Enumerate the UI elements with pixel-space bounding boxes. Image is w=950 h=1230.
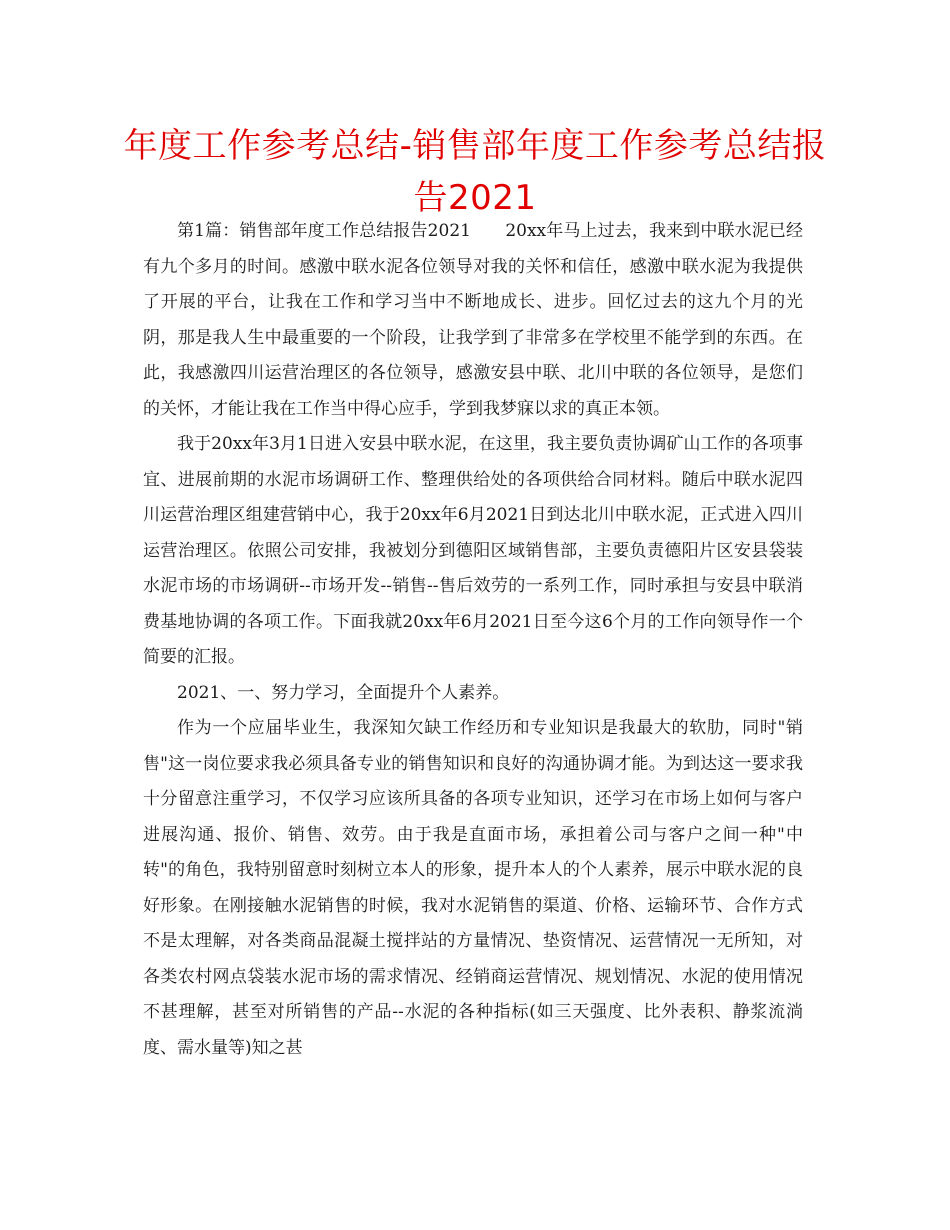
paragraph: 2021、一、努力学习，全面提升个人素养。 [177,682,510,703]
paragraph: 第1篇：销售部年度工作总结报告2021 20xx年马上过去，我来到中联水泥已经有九个多月的时间。感激中联水泥各位领导对我的关怀和信任，感激中联水泥为我提供了开展的平台，让我在工作和学习当中不断地成长、进步。回忆过去的这九个月的光阴，那是我人生中最重要的一个阶段，让我学到了非常多在学校里不能学到的东西。在此，我感激四川运营治理区的各位领导，感激安县中联、北川中联的各位领导，是您们的关怀，才能让我在工作当中得心应手，学到我梦寐以求的真正本领。 [143,221,803,419]
document-body [143,214,803,1066]
paragraph: 作为一个应届毕业生，我深知欠缺工作经历和专业知识是我最大的软肋，同时"销售"这一岗位要求我必须具备专业的销售知识和良好的沟通协调才能。为到达这一要求我十分留意注重学习，不仅学习应该所具备的各项专业知识，还学习在市场上如何与客户进展沟通、报价、销售、效劳。由于我是直面市场，承担着公司与客户之间一种"中转"的角色，我特别留意时刻树立本人的形象，提升本人的个人素养，展示中联水泥的良好形象。在刚接触水泥销售的时候，我对水泥销售的渠道、价格、运输环节、合作方式不是太理解，对各类商品混凝土搅拌站的方量情况、垫资情况、运营情况一无所知，对各类农村网点袋装水泥市场的需求情况、经销商运营情况、规划情况、水泥的使用情况不甚理解，甚至对所销售的产品--水泥的各种指标(如三天强度、比外表积、静浆流淌度、需水量等)知之甚 [143,718,803,1058]
paragraph: 我于20xx年3月1日进入安县中联水泥，在这里，我主要负责协调矿山工作的各项事宜、进展前期的水泥市场调研工作、整理供给处的各项供给合同材料。随后中联水泥四川运营治理区组建营销中心，我于20xx年6月2021日到达北川中联水泥，正式进入四川运营治理区。依照公司安排，我被划分到德阳区域销售部，主要负责德阳片区安县袋装水泥市场的市场调研--市场开发--销售--售后效劳的一系列工作，同时承担与安县中联消费基地协调的各项工作。下面我就20xx年6月2021日至今这6个月的工作向领导作一个简要的汇报。 [143,434,803,667]
document-title: 年度工作参考总结-销售部年度工作参考总结报告2021 [123,126,827,218]
